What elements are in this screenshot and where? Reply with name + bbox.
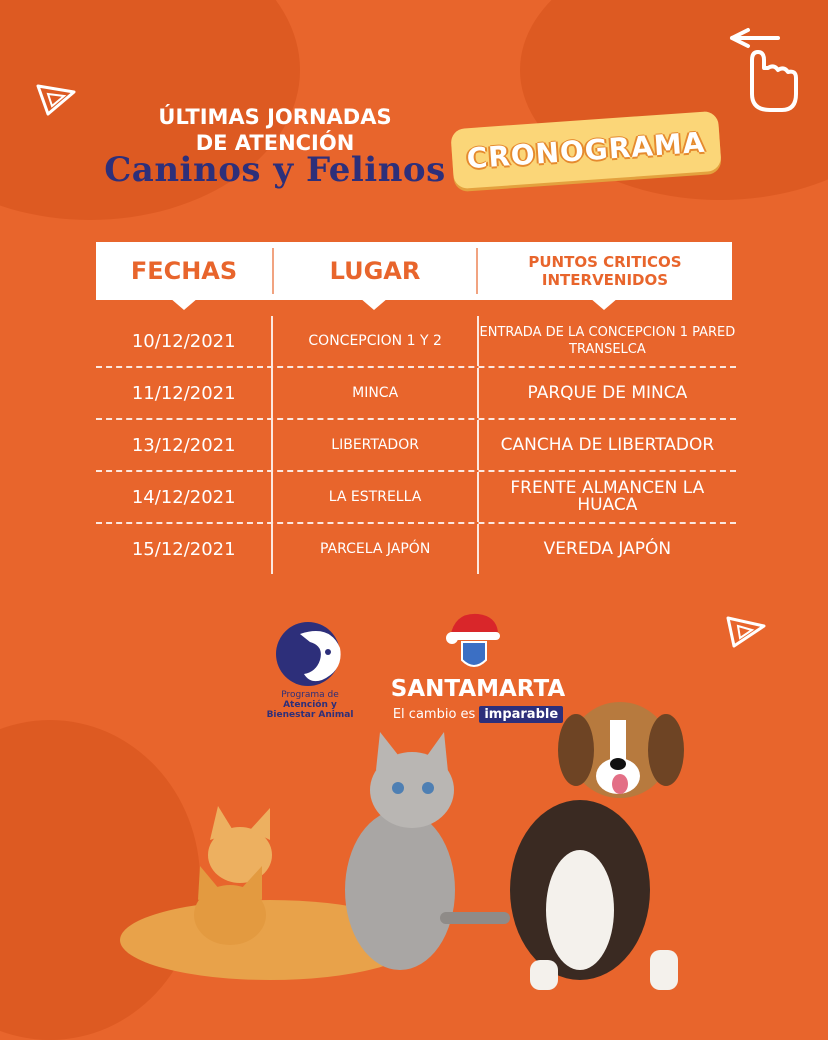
column-header-puntos: PUNTOS CRITICOS INTERVENIDOS xyxy=(528,253,682,289)
column-header-lugar: LUGAR xyxy=(329,257,421,285)
table-row xyxy=(96,316,736,368)
swipe-hand-icon xyxy=(722,26,802,116)
cell-lugar: LIBERTADOR xyxy=(271,420,478,470)
cell-fecha: 10/12/2021 xyxy=(131,330,236,352)
play-arrow-icon xyxy=(34,82,78,118)
cell-lugar: MINCA xyxy=(271,368,478,418)
header-divider xyxy=(476,248,478,294)
header-divider xyxy=(272,248,274,294)
cell-fecha: 11/12/2021 xyxy=(131,382,236,404)
city-name: SANTAMARTA xyxy=(390,676,566,702)
cell-lugar: PARCELA JAPÓN xyxy=(271,524,478,574)
cell-punto: PARQUE DE MINCA xyxy=(527,382,688,403)
city-shield-icon xyxy=(444,608,504,674)
title-block xyxy=(110,104,440,156)
table-header xyxy=(96,242,732,300)
table-row xyxy=(96,524,736,574)
cell-lugar: CONCEPCION 1 Y 2 xyxy=(271,316,478,366)
table-row xyxy=(96,472,736,524)
cell-punto: ENTRADA DE LA CONCEPCION 1 PARED TRANSELCA xyxy=(479,325,736,357)
cell-punto: FRENTE ALMANCEN LA HUACA xyxy=(510,478,705,515)
title-line-2: DE ATENCIÓN xyxy=(195,131,355,155)
slogan-prefix: El cambio es xyxy=(392,707,476,722)
header-notch xyxy=(590,298,618,310)
table-row xyxy=(96,368,736,420)
column-header-fechas: FECHAS xyxy=(130,257,238,285)
program-line-2: Atención y xyxy=(283,700,337,710)
cell-fecha: 15/12/2021 xyxy=(131,538,236,560)
cronograma-badge: CRONOGRAMA xyxy=(450,111,722,190)
play-arrow-icon xyxy=(724,612,768,650)
header-notch xyxy=(360,298,388,310)
cats-and-dog-illustration xyxy=(110,680,710,1010)
header-notch xyxy=(170,298,198,310)
schedule-table xyxy=(96,316,736,574)
slogan-highlight: imparable xyxy=(479,706,563,723)
cell-fecha: 13/12/2021 xyxy=(131,434,236,456)
cell-punto: VEREDA JAPÓN xyxy=(543,538,672,559)
cell-fecha: 14/12/2021 xyxy=(131,486,236,508)
title-line-1: ÚLTIMAS JORNADAS xyxy=(158,105,392,129)
table-row xyxy=(96,420,736,472)
cell-punto: CANCHA DE LIBERTADOR xyxy=(500,434,715,455)
subtitle: Caninos y Felinos xyxy=(104,150,446,190)
cell-lugar: LA ESTRELLA xyxy=(271,472,478,522)
program-line-1: Programa de xyxy=(281,690,339,700)
program-logo-icon xyxy=(270,614,350,690)
program-line-3: Bienestar Animal xyxy=(266,710,354,720)
